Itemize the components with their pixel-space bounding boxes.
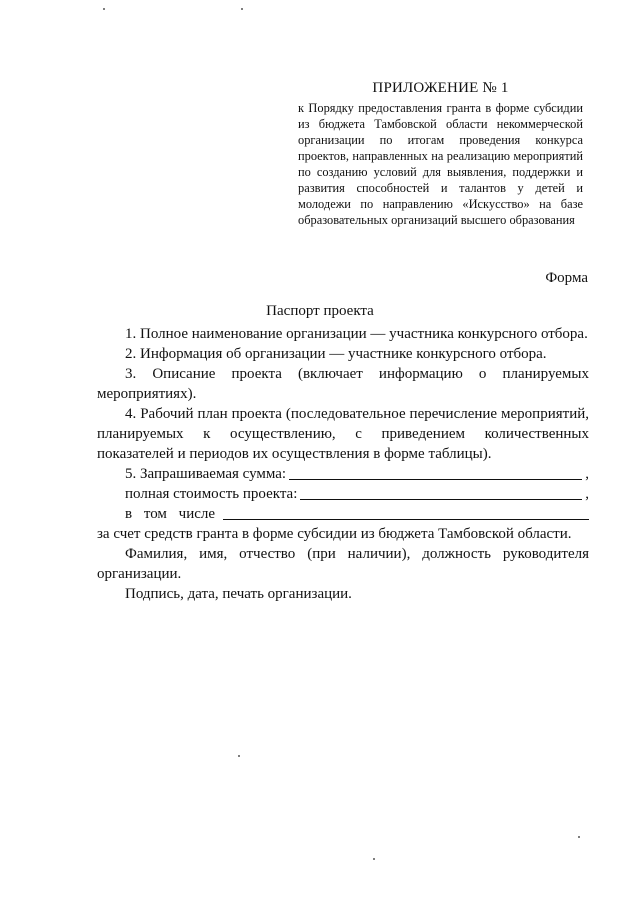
requested-amount-line [97,464,589,484]
grant-source: за счет средств гранта в форме субсидии из бюджета Тамбовской области. [97,526,572,542]
document-body [97,324,589,604]
scan-speck [103,8,105,10]
total-cost-blank [300,498,582,500]
scan-speck [238,755,240,757]
scan-speck [241,8,243,10]
requested-amount-comma: , [585,466,589,482]
document-title: Паспорт проекта [266,303,374,319]
item-2: 2. Информация об организации — участнике конкурсного отбора. [125,346,547,362]
including-line [97,504,589,524]
scan-speck [578,836,580,838]
scan-speck [373,858,375,860]
requested-amount-blank [289,478,582,480]
including-label: в том числе [125,506,216,522]
signature-item: Подпись, дата, печать организации. [125,586,352,602]
total-cost-comma: , [585,486,589,502]
head-name-item: Фамилия, имя, отчество (при наличии), должность руководителя организации. [97,546,589,582]
appendix-text: к Порядку предоставления гранта в форме субсидии из бюджета Тамбовской области некоммерческой организации по итогам проведения конкурса проектов, направленных на реализацию мероприятий по созданию условий для выявления, поддержки и развития способностей и талантов у детей и молодежи по направлению «Искусство» на базе образовательных организаций высшего образования [298,101,583,227]
item-1: 1. Полное наименование организации — участника конкурсного отбора. [125,326,588,342]
item-4: 4. Рабочий план проекта (последовательное перечисление мероприятий, планируемых к осуществлению, с приведением количественных показателей и периодов их осуществления в форме таблицы). [97,406,589,462]
total-cost-line [97,484,589,504]
appendix-title: ПРИЛОЖЕНИЕ № 1 [372,80,509,96]
including-blank [223,518,589,520]
form-label: Форма [545,270,588,286]
total-cost-label: полная стоимость проекта: [125,486,298,502]
appendix-header [298,80,583,228]
item-3: 3. Описание проекта (включает информацию о планируемых мероприятиях). [97,366,589,402]
requested-amount-label: 5. Запрашиваемая сумма: [125,466,287,482]
